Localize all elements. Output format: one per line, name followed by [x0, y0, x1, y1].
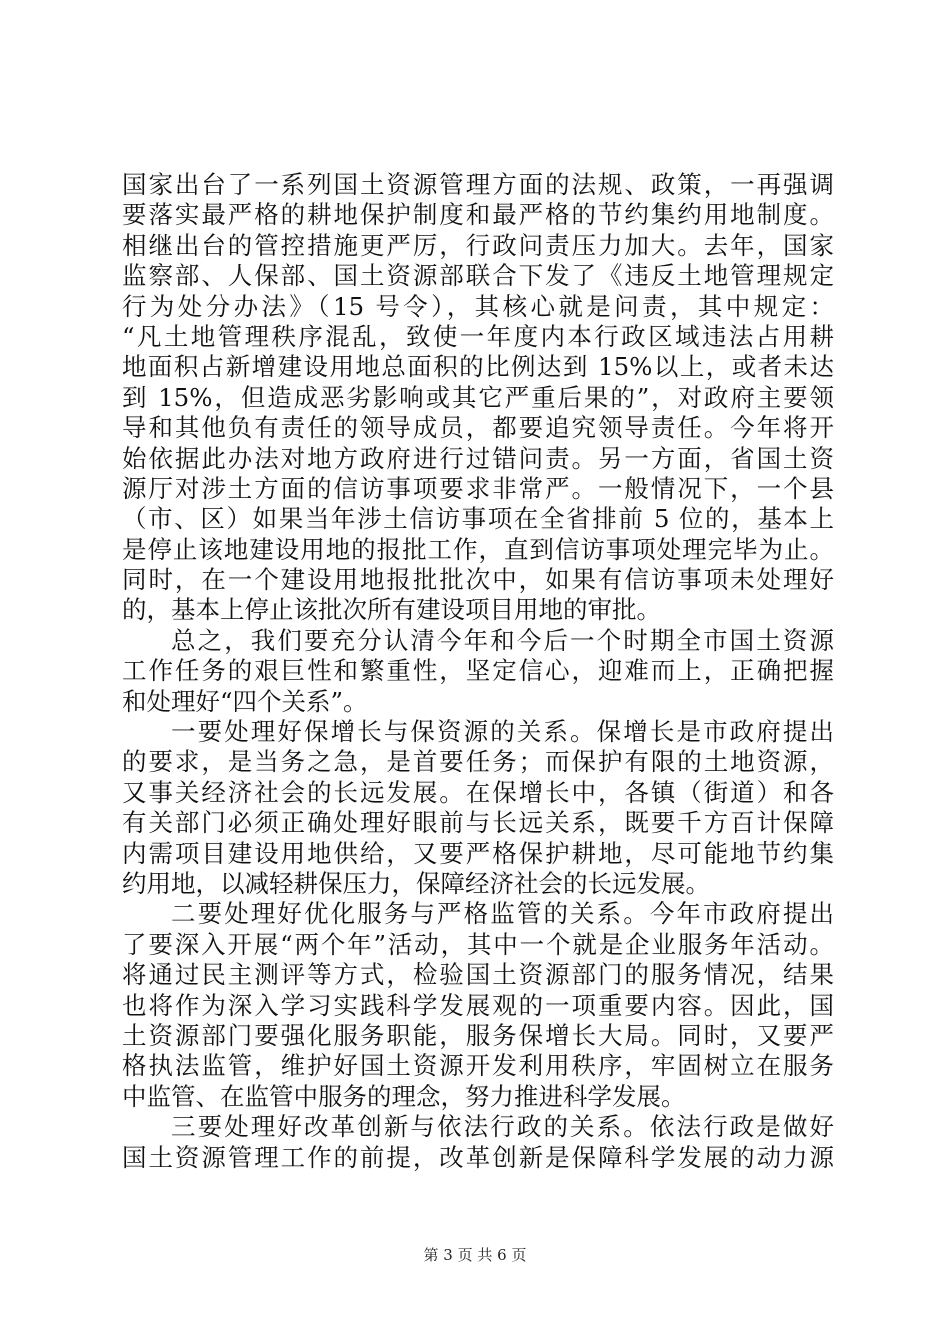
text-line: 土资源部门要强化服务职能，服务保增长大局。同时，又要严 — [122, 1020, 834, 1050]
text-line: 内需项目建设用地供给，又要严格保护耕地，尽可能地节约集 — [122, 838, 834, 868]
text-line: 地面积占新增建设用地总面积的比例达到 15%以上，或者未达 — [122, 352, 834, 382]
text-line: 始依据此办法对地方政府进行过错问责。另一方面，省国土资 — [122, 443, 834, 473]
text-line: 是停止该地建设用地的报批工作，直到信访事项处理完毕为止。 — [122, 534, 834, 564]
text-line: 总之，我们要充分认清今年和今后一个时期全市国土资源 — [171, 625, 834, 655]
text-line: 也将作为深入学习实践科学发展观的一项重要内容。因此，国 — [122, 990, 834, 1020]
text-line: 到 15%，但造成恶劣影响或其它严重后果的”，对政府主要领 — [122, 382, 834, 412]
text-line: 的，基本上停止该批次所有建设项目用地的审批。 — [122, 595, 661, 625]
text-line: 国家出台了一系列国土资源管理方面的法规、政策，一再强调 — [122, 170, 834, 199]
text-line: 行为处分办法》（15 号令），其核心就是问责，其中规定： — [122, 291, 834, 321]
text-line: 格执法监管，维护好国土资源开发利用秩序，牢固树立在服务 — [122, 1051, 834, 1081]
text-line: 相继出台的管控措施更严厉，行政问责压力加大。去年，国家 — [122, 230, 834, 260]
text-line: 源厅对涉土方面的信访事项要求非常严。一般情况下，一个县 — [122, 473, 834, 503]
text-line: （市、区）如果当年涉土信访事项在全省排前 5 位的，基本上 — [122, 504, 834, 534]
text-line: 又事关经济社会的长远发展。在保增长中，各镇（街道）和各 — [122, 777, 834, 807]
text-line: 约用地，以减轻耕保压力，保障经济社会的长远发展。 — [122, 868, 710, 898]
text-line: 和处理好“四个关系”。 — [122, 686, 368, 716]
text-line: 导和其他负有责任的领导成员，都要追究领导责任。今年将开 — [122, 413, 834, 443]
text-line: 了要深入开展“两个年”活动，其中一个就是企业服务年活动。 — [122, 929, 834, 959]
text-line: “凡土地管理秩序混乱，致使一年度内本行政区域违法占用耕 — [122, 321, 834, 351]
text-line: 有关部门必须正确处理好眼前与长远关系，既要千方百计保障 — [122, 808, 834, 838]
text-line: 二要处理好优化服务与严格监管的关系。今年市政府提出 — [171, 899, 834, 929]
text-line: 国土资源管理工作的前提，改革创新是保障科学发展的动力源 — [122, 1142, 834, 1172]
text-line: 三要处理好改革创新与依法行政的关系。依法行政是做好 — [171, 1112, 834, 1142]
text-line: 将通过民主测评等方式，检验国土资源部门的服务情况，结果 — [122, 960, 834, 990]
text-line: 中监管、在监管中服务的理念，努力推进科学发展。 — [122, 1081, 686, 1111]
text-line: 监察部、人保部、国土资源部联合下发了《违反土地管理规定 — [122, 261, 834, 291]
text-line: 工作任务的艰巨性和繁重性，坚定信心，迎难而上，正确把握 — [122, 656, 834, 686]
text-line: 同时，在一个建设用地报批批次中，如果有信访事项未处理好 — [122, 565, 834, 595]
text-line: 要落实最严格的耕地保护制度和最严格的节约集约用地制度。 — [122, 200, 834, 230]
document-body — [122, 170, 834, 1173]
text-line: 一要处理好保增长与保资源的关系。保增长是市政府提出 — [171, 717, 834, 747]
page-number-footer: 第 3 页 共 6 页 — [423, 1246, 527, 1264]
text-line: 的要求，是当务之急，是首要任务；而保护有限的土地资源， — [122, 747, 834, 777]
